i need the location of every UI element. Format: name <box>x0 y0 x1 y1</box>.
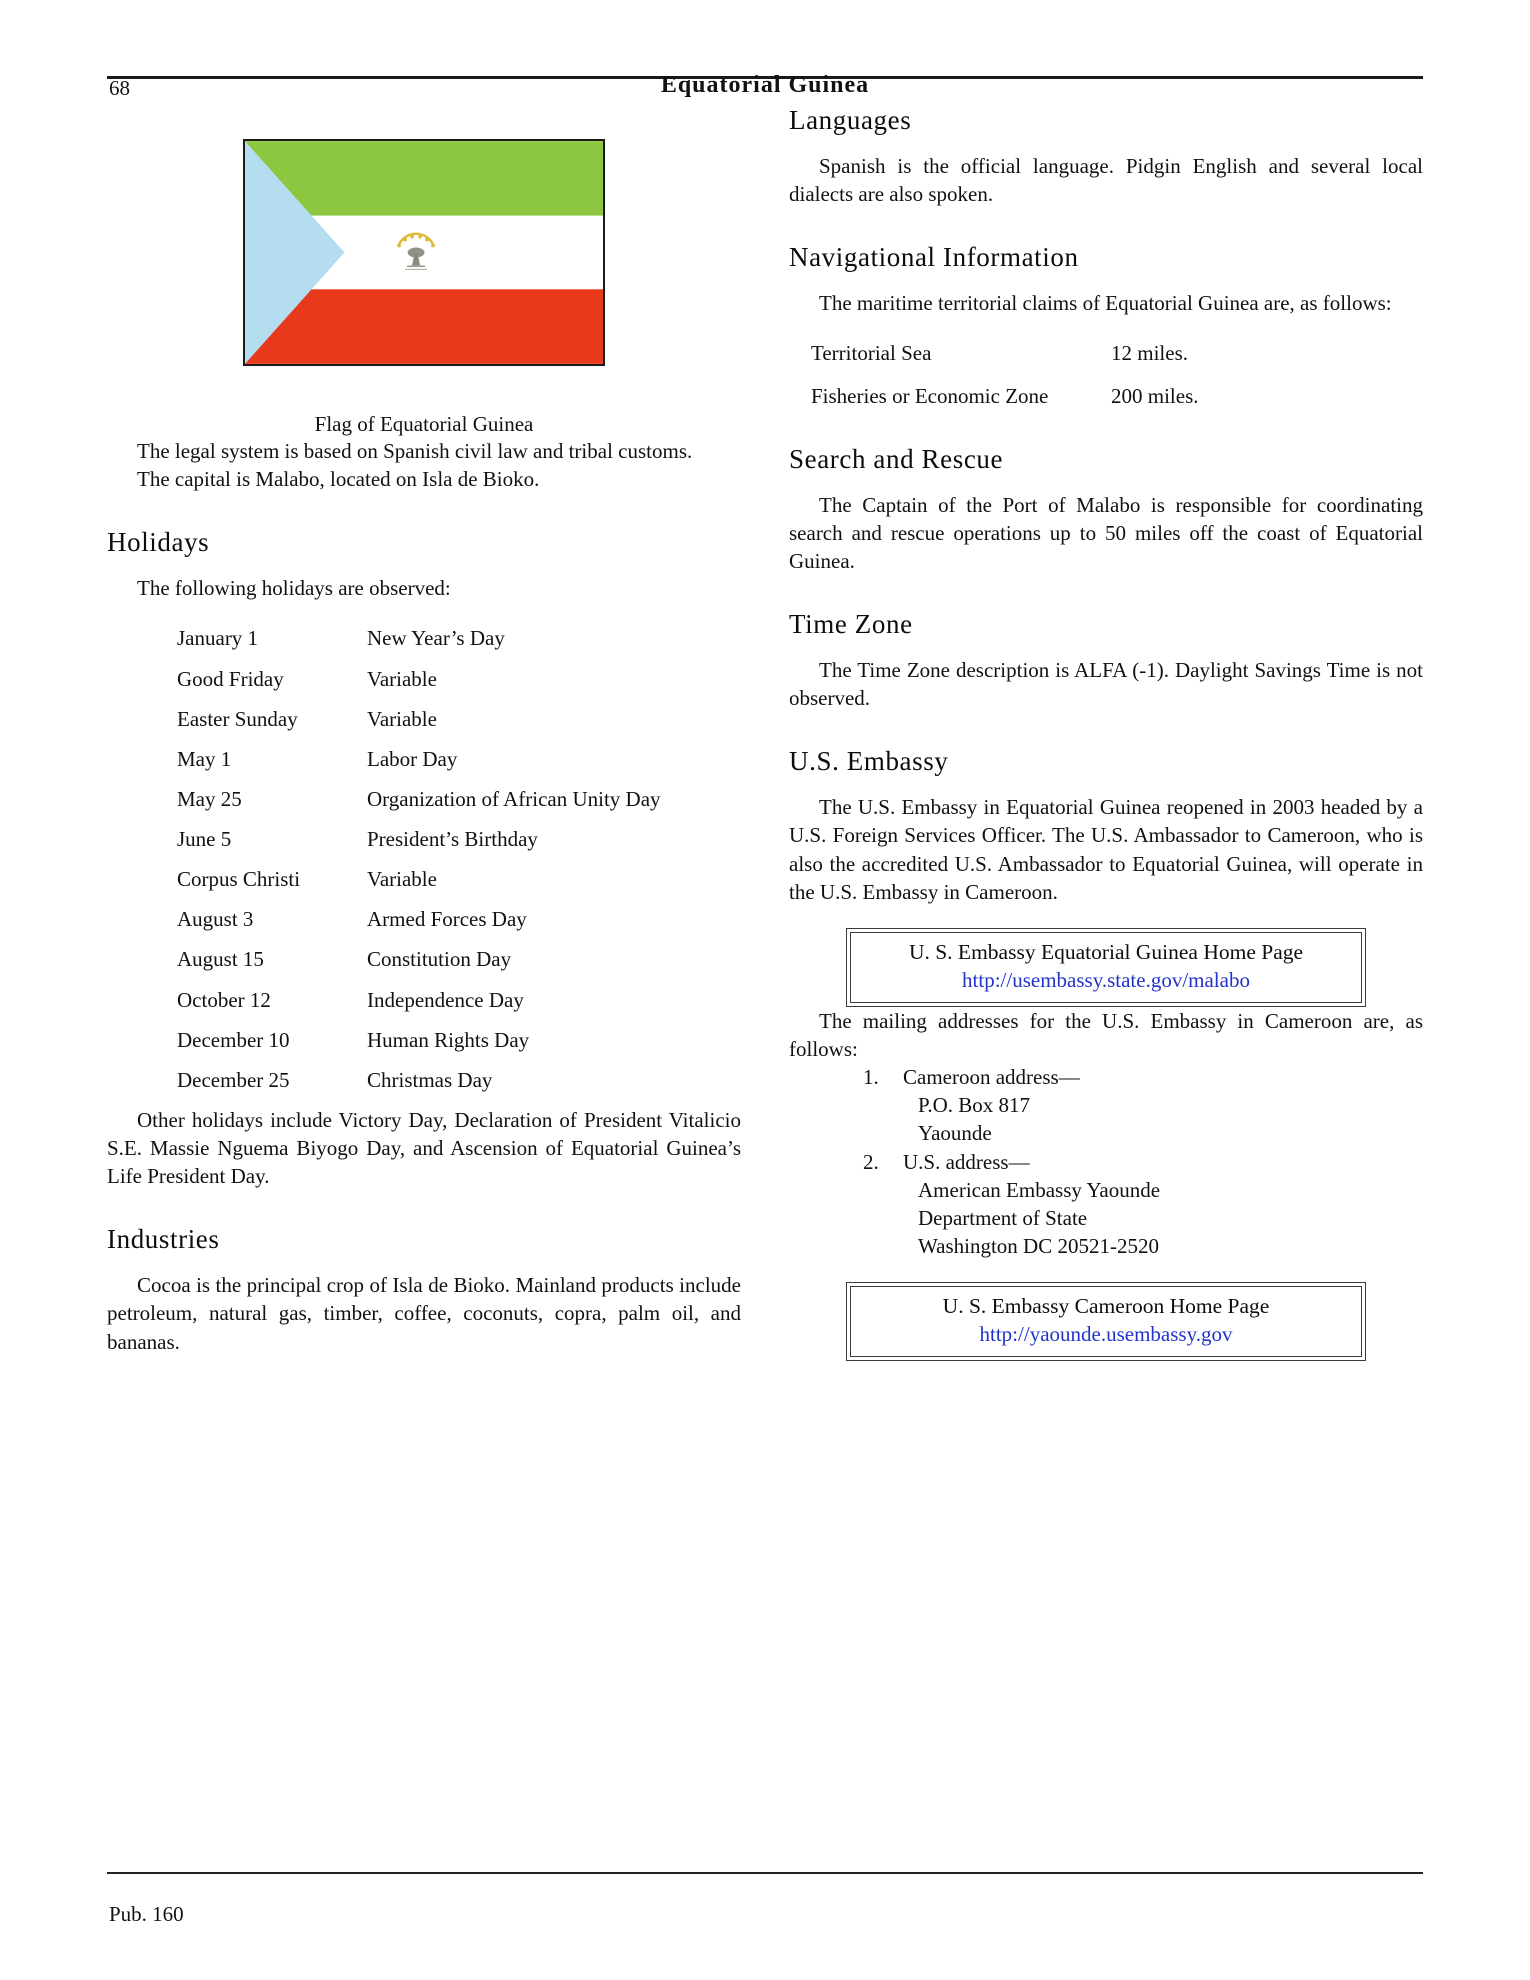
footer-rule <box>107 1872 1423 1874</box>
holiday-date: December 25 <box>177 1067 290 1092</box>
holiday-row <box>177 745 741 773</box>
holiday-date: May 25 <box>177 786 242 811</box>
holidays-intro: The following holidays are observed: <box>137 576 451 601</box>
holiday-row <box>177 825 741 853</box>
holiday-name: Independence Day <box>367 987 524 1012</box>
address-line: American Embassy Yaounde <box>918 1177 1161 1202</box>
search-and-rescue-heading: Search and Rescue <box>789 443 1004 474</box>
address-line: Washington DC 20521-2520 <box>918 1233 1159 1258</box>
holiday-row <box>177 865 741 893</box>
holiday-row <box>177 1026 741 1054</box>
search-and-rescue-paragraph: The Captain of the Port of Malabo is responsible for coordinating search and rescue operations up to 50 miles off the coast of Equatorial Guinea. <box>789 492 1423 573</box>
flag-figure <box>243 139 605 366</box>
page-header <box>0 0 1530 100</box>
claim-label: Territorial Sea <box>811 341 932 366</box>
embassy-cameroon-homepage-link[interactable]: http://yaounde.usembassy.gov <box>979 1322 1233 1347</box>
industries-heading: Industries <box>107 1224 220 1255</box>
holidays-heading: Holidays <box>107 527 210 558</box>
address-item-us <box>863 1148 1423 1261</box>
legal-system-paragraph: The legal system is based on Spanish civil law and tribal customs. <box>137 439 693 463</box>
right-column <box>789 101 1423 1361</box>
address-line: Yaounde <box>918 1121 992 1146</box>
holiday-date: December 10 <box>177 1027 290 1052</box>
holiday-name: New Year’s Day <box>367 626 505 651</box>
holiday-row <box>177 905 741 933</box>
holiday-date: June 5 <box>177 827 232 851</box>
address-head <box>863 1148 1423 1176</box>
holiday-date: Corpus Christi <box>177 867 301 892</box>
claim-value: 12 miles. <box>1111 341 1188 366</box>
holiday-name: Human Rights Day <box>367 1027 530 1052</box>
claim-row <box>811 339 1423 367</box>
address-number: 1. <box>863 1065 879 1090</box>
flag-caption: Flag of Equatorial Guinea <box>314 412 534 436</box>
navigational-information-paragraph: The maritime territorial claims of Equatorial Guinea are, as follows: <box>819 291 1392 316</box>
time-zone-paragraph: The Time Zone description is ALFA (-1). Daylight Savings Time is not observed. <box>789 658 1423 711</box>
holiday-date: January 1 <box>177 626 259 651</box>
embassy-eq-guinea-homepage-link[interactable]: http://usembassy.state.gov/malabo <box>962 967 1250 992</box>
holiday-name: President’s Birthday <box>367 827 538 851</box>
embassy-address-list <box>863 1063 1423 1260</box>
embassy-cameroon-homepage-box <box>846 1282 1366 1361</box>
holiday-row <box>177 1066 741 1094</box>
holiday-name: Variable <box>367 666 437 691</box>
holiday-name: Armed Forces Day <box>367 907 527 932</box>
holiday-date: October 12 <box>177 987 271 1012</box>
holiday-name: Variable <box>367 706 437 731</box>
holiday-date: Good Friday <box>177 666 284 691</box>
page-number: 68 <box>109 76 130 100</box>
holiday-date: August 15 <box>177 947 264 972</box>
address-label: U.S. address— <box>903 1149 1030 1174</box>
holiday-name: Labor Day <box>367 746 458 771</box>
industries-paragraph: Cocoa is the principal crop of Isla de Bioko. Mainland products include petroleum, natural gas, timber, coffee, coconuts, copra, palm oil, and bananas. <box>107 1273 741 1354</box>
page-title: Equatorial Guinea <box>660 72 870 98</box>
us-embassy-paragraph: The U.S. Embassy in Equatorial Guinea reopened in 2003 headed by a U.S. Foreign Services Officer. The U.S. Ambassador to Cameroon, who is also the accredited U.S. Ambassador to Equatorial Guinea, will operate in the U.S. Embassy in Cameroon. <box>789 795 1423 904</box>
maritime-claims-table <box>811 339 1423 409</box>
holiday-date: May 1 <box>177 746 232 771</box>
holiday-date: August 3 <box>177 907 254 932</box>
holiday-row <box>177 945 741 973</box>
left-column <box>107 101 741 1361</box>
holiday-date: Easter Sunday <box>177 706 298 731</box>
holiday-row <box>177 986 741 1014</box>
holiday-row <box>177 624 741 652</box>
embassy-eq-guinea-homepage-box-inner <box>850 932 1362 1003</box>
us-embassy-heading: U.S. Embassy <box>789 746 949 777</box>
address-line: Department of State <box>918 1205 1088 1230</box>
holidays-table <box>177 624 741 1094</box>
holiday-name: Organization of African Unity Day <box>367 786 661 811</box>
claim-row <box>811 382 1423 410</box>
holiday-name: Christmas Day <box>367 1067 493 1092</box>
two-column-layout <box>0 101 1530 1361</box>
footer-publication-label: Pub. 160 <box>109 1902 184 1926</box>
embassy-cameroon-homepage-box-inner <box>850 1286 1362 1357</box>
claim-value: 200 miles. <box>1111 383 1199 408</box>
other-holidays-paragraph: Other holidays include Victory Day, Declaration of President Vitalicio S.E. Massie Nguema Biyogo Day, and Ascension of Equatorial Guinea’s Life President Day. <box>107 1107 741 1189</box>
flag-image <box>245 141 603 364</box>
holiday-name: Variable <box>367 867 437 892</box>
embassy-cameroon-homepage-title: U. S. Embassy Cameroon Home Page <box>942 1294 1270 1319</box>
holiday-row <box>177 785 741 813</box>
holiday-row <box>177 705 741 733</box>
holiday-row <box>177 665 741 693</box>
address-item-cameroon <box>863 1063 1423 1147</box>
time-zone-heading: Time Zone <box>789 609 913 639</box>
navigational-information-heading: Navigational Information <box>789 242 1079 273</box>
address-label: Cameroon address— <box>903 1065 1080 1090</box>
holiday-name: Constitution Day <box>367 947 512 972</box>
address-line: P.O. Box 817 <box>918 1093 1031 1118</box>
mailing-addresses-paragraph: The mailing addresses for the U.S. Embassy in Cameroon are, as follows: <box>789 1008 1423 1062</box>
claim-label: Fisheries or Economic Zone <box>811 383 1049 408</box>
address-number: 2. <box>863 1149 879 1174</box>
embassy-eq-guinea-homepage-box <box>846 928 1366 1007</box>
capital-paragraph: The capital is Malabo, located on Isla de Bioko. <box>137 467 540 492</box>
languages-paragraph: Spanish is the official language. Pidgin English and several local dialects are also spoken. <box>789 154 1423 207</box>
embassy-eq-guinea-homepage-title: U. S. Embassy Equatorial Guinea Home Page <box>908 939 1304 964</box>
languages-heading: Languages <box>789 105 912 135</box>
address-head <box>863 1063 1423 1091</box>
